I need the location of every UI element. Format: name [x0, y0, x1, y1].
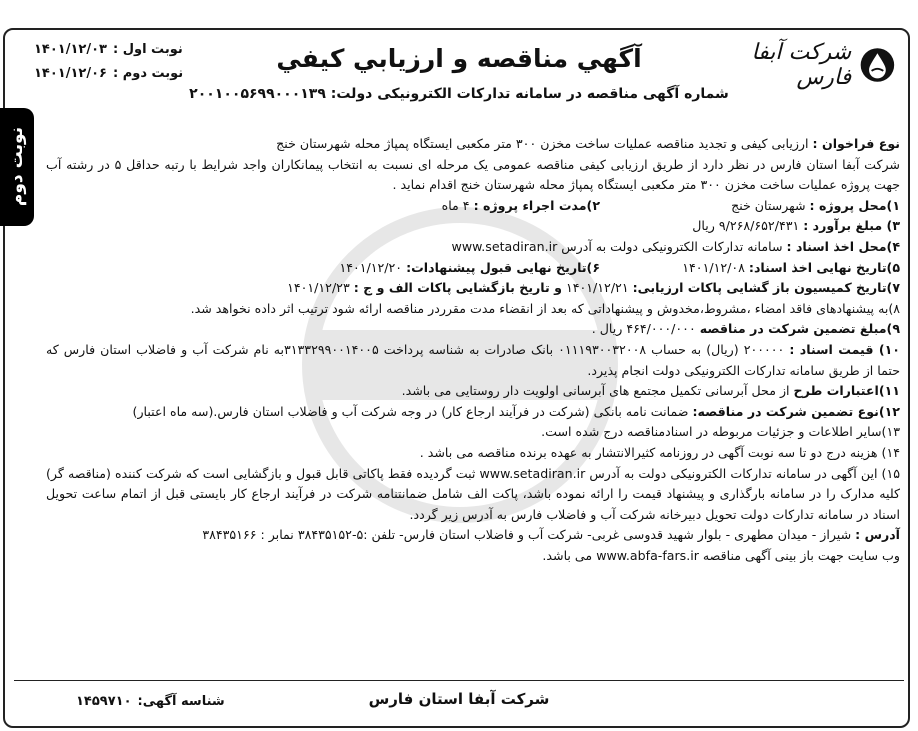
documents-price: ۱۰) قیمت اسناد : ۲۰۰۰۰۰ (ریال) به حساب ۰۱۱۱۹۳۰۰۳۲۰۰۸ بانک صادرات به شناسه پرداخت ۳۱۳۳۲۹۹۰۰۱۴۰۰۵به نام شرکت آب و فاضلاب استان فارس که حتما از طریق سامانه تدارکات الکترونیکی دولت انجام پذیرد.	[46, 341, 900, 378]
project-location-duration: ۱)محل پروژه : شهرستان خنج ۲)مدت اجراء پروژه : ۴ ماه	[441, 197, 900, 213]
invalid-bids-note: ۸)به پیشنهادهای فاقد امضاء ،مشروط،مخدوش و پیشنهاداتی که بعد از انقضاء مدت مقرردر مناقصه ارائه شود ترتیب اثر داده نخواهد شد.	[190, 300, 900, 316]
project-funding: ۱۱)اعتبارات طرح از محل آبرسانی تکمیل مجتمع های آبرسانی اولویت دار روستایی می باشد.	[401, 383, 900, 399]
estimated-amount: ۳) مبلغ برآورد : ۹/۲۶۸/۶۵۲/۴۳۱ ریال	[692, 218, 900, 234]
first-publication-date: نوبت اول : ۱۴۰۱/۱۲/۰۳	[34, 42, 183, 57]
website-note: وب سایت جهت باز بینی آگهی مناقصه www.abfa-fars.ir می باشد.	[542, 547, 900, 563]
notice-number: شماره آگهی مناقصه در سامانه تدارکات الکترونیکی دولت: ۲۰۰۱۰۰۵۶۹۹۰۰۰۱۳۹	[189, 86, 729, 102]
guarantee-amount: ۹)مبلغ تضمین شرکت در مناقصه ۴۶۴/۰۰۰/۰۰۰ ریال .	[591, 321, 900, 337]
notice-title: آگهي مناقصه و ارزيابي کيفي	[276, 44, 642, 73]
footer-divider	[14, 680, 904, 681]
deadline-dates: ۵)تاریخ نهایی اخذ اسناد: ۱۴۰۱/۱۲/۰۸ ۶)تاریخ نهایی قبول پیشنهادات: ۱۴۰۱/۱۲/۲۰	[339, 259, 900, 275]
documents-location: ۴)محل اخذ اسناد : سامانه تدارکات الکترونیکی دولت به آدرس www.setadiran.ir	[451, 238, 900, 254]
call-type: نوع فراخوان : ارزیابی کیفی و تجدید مناقصه عملیات ساخت مخزن ۳۰۰ متر مکعبی ایستگاه پمپاژ محله شهرستان خنج	[276, 136, 900, 151]
advert-cost-note: ۱۴) هزینه درج دو تا سه نوبت آگهی در روزنامه کثیرالانتشار به عهده برنده مناقصه می باشد .	[419, 444, 900, 460]
footer-company-name: شرکت آبفا استان فارس	[368, 690, 550, 708]
ad-id: شناسه آگهی: ۱۴۵۹۷۱۰	[76, 694, 225, 709]
other-info: ۱۳)سایر اطلاعات و جزئیات مربوطه در اسنادمناقصه درج شده است.	[541, 424, 900, 440]
publication-round-tab	[0, 108, 34, 226]
second-publication-date: نوبت دوم : ۱۴۰۱/۱۲/۰۶	[34, 66, 184, 81]
opening-dates: ۷)تاریخ کمیسیون باز گشایی پاکات ارزیابی: ۱۴۰۱/۱۲/۲۱ و تاریخ بازگشایی پاکات الف و ج : ۱۴۰۱/۱۲/۲۳	[287, 280, 900, 296]
guarantee-type: ۱۲)نوع تضمین شرکت در مناقصه: ضمانت نامه بانکی (شرکت در فرآیند ارجاع کار) در وجه شرکت آب و فاضلاب استان فارس.(سه ماه اعتبار)	[132, 403, 900, 419]
intro-paragraph: شرکت آبفا استان فارس در نظر دارد از طریق ارزیابی کیفی مناقصه عمومی یک مرحله ای نسبت به انتخاب پیمانکاران واجد شرایط با رتبه حداقل ۵ در رشته آب جهت پروژه عملیات ساخت مخزن ۳۰۰ متر مکعبی ایستگاه پمپاژ محله شهرستان خنج اقدام نماید .	[46, 156, 900, 193]
publication-round-label: نوبت دوم	[7, 127, 27, 207]
logo-text: شرکت آبفا فارس	[751, 40, 852, 90]
submission-instructions: ۱۵) این آگهی در سامانه تدارکات الکترونیکی دولت به آدرس www.setadiran.ir ثبت گردیده فقط پاکاتی قابل قبول و بازگشایی است که شرکت کننده (مناقصه گر) کلیه مدارک را در سامانه بارگذاری و پیشنهاد قیمت را ارائه نموده باشد، پاکت الف شامل ضمانتنامه شرکت در فرآیند ارجاع کار بایستی قبل از اتمام ساعت تحویل اسناد در سامانه تدارکات دولت تحویل دبیرخانه شرکت آب و فاضلاب فارس به آدرس زیر گردد.	[46, 465, 900, 522]
address: آدرس : شیراز - میدان مطهری - بلوار شهید قدوسی غربی- شرکت آب و فاضلاب استان فارس- تلفن :۵-۳۸۴۳۵۱۵۲ نمابر : ۳۸۴۳۵۱۶۶	[202, 527, 900, 543]
notice-body	[46, 134, 900, 566]
